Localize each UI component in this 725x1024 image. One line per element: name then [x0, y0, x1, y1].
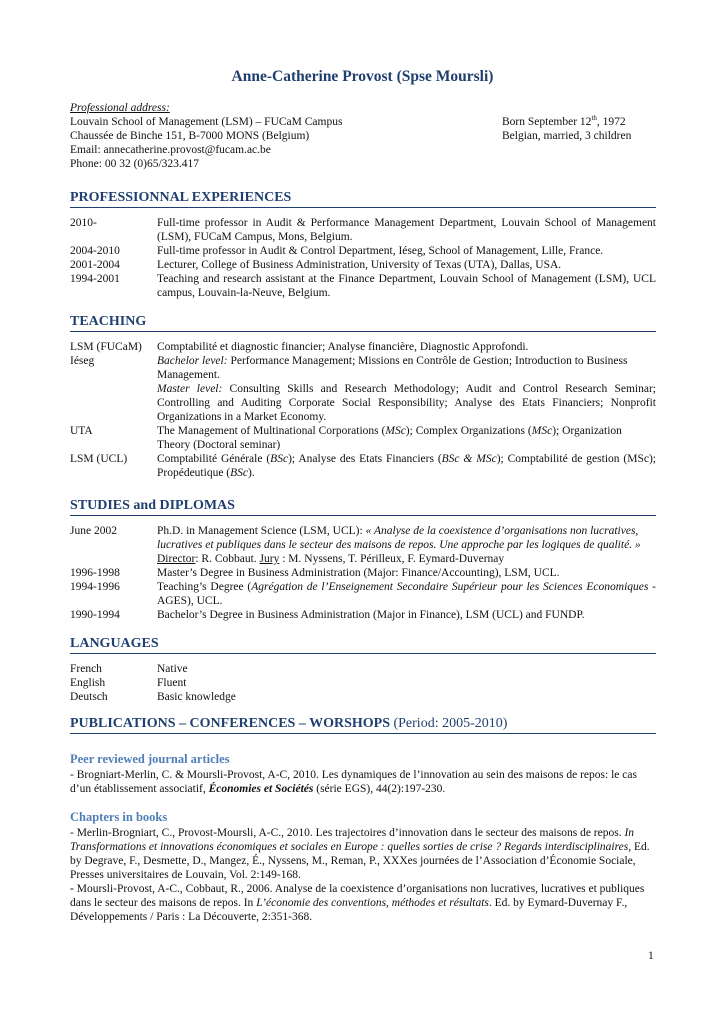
experience-item: 2004-2010 Full-time professor in Audit & Control Department, Iéseg, School of Management, Lille, France.	[70, 245, 604, 257]
language-item: English Fluent	[70, 677, 187, 689]
professional-address	[70, 101, 342, 171]
teaching-list	[70, 340, 656, 480]
study-item-bachelor: 1990-1994 Bachelor’s Degree in Business Administration (Major in Finance), LSM (UCL) and FUNDP.	[70, 609, 585, 621]
page-title: Anne-Catherine Provost (Spse Moursli)	[231, 68, 494, 85]
section-heading-publications: PUBLICATIONS – CONFERENCES – WORSHOPS (Period: 2005-2010)	[70, 716, 656, 734]
subheading-journal-articles: Peer reviewed journal articles	[70, 752, 230, 766]
languages-list	[70, 662, 656, 704]
personal-info	[502, 115, 631, 143]
language-item: Deutsch Basic knowledge	[70, 691, 236, 703]
address-phone: Phone: 00 32 (0)65/323.417	[70, 158, 200, 170]
experience-item: 2010- Full-time professor in Audit & Performance Management Department, Louvain School of Management (LSM), FUCaM Campus, Mons, Belgium.	[70, 217, 656, 243]
address-label: Professional address:	[70, 102, 170, 114]
section-heading-experience: PROFESSIONNAL EXPERIENCES	[70, 190, 656, 208]
experience-list	[70, 216, 656, 300]
teaching-item-ieseg: Iéseg Bachelor level: Performance Management; Missions en Contrôle de Gestion; Introduction to Business Management. Master level: Consulting Skills and Research Methodology; Audit and Control Research Seminar; Controlling and Auditing Corporate Social Responsibility; Analyse des Etats Financiers; Nonprofit Organizations in a Market Economy.	[70, 355, 656, 423]
teaching-item-lsm-fucam: LSM (FUCaM) Comptabilité et diagnostic financier; Analyse financière, Diagnostic Approfondi.	[70, 341, 529, 353]
subheading-book-chapters: Chapters in books	[70, 810, 168, 824]
birth-date: Born September 12th, 1972	[502, 114, 626, 128]
section-heading-teaching: TEACHING	[70, 314, 656, 332]
language-item: French Native	[70, 663, 188, 675]
journal-article: - Brogniart-Merlin, C. & Moursli-Provost, A-C, 2010. Les dynamiques de l’innovation au sein des maisons de repos: le cas d’un établissement associatif, Économies et Sociétés (série EGS), 44(2):197-230.	[70, 769, 637, 795]
experience-item: 1994-2001 Teaching and research assistant at the Finance Department, Louvain School of Management (LSM), UCL campus, Louvain-la-Neuve, Belgium.	[70, 273, 656, 299]
section-heading-languages: LANGUAGES	[70, 636, 656, 654]
page-number: 1	[648, 950, 654, 962]
study-item-masters: 1996-1998 Master’s Degree in Business Administration (Major: Finance/Accounting), LSM, UCL.	[70, 567, 560, 579]
experience-item: 2001-2004 Lecturer, College of Business Administration, University of Texas (UTA), Dallas, USA.	[70, 259, 562, 271]
section-heading-studies: STUDIES and DIPLOMAS	[70, 498, 656, 516]
study-item-phd: June 2002 Ph.D. in Management Science (LSM, UCL): « Analyse de la coexistence d’organisations non lucratives, lucratives et publiques dans le secteur des maisons de repos. Une approche par les logiques de qualité. » Director: R. Cobbaut. Jury : M. Nyssens, T. Périlleux, F. Eymard-Duvernay	[70, 525, 641, 565]
family-status: Belgian, married, 3 children	[502, 130, 632, 142]
studies-list	[70, 524, 656, 622]
study-item-teaching-degree: 1994-1996 Teaching’s Degree (Agrégation de l’Enseignement Secondaire Supérieur pour les Sciences Economiques - AGES), UCL.	[70, 581, 656, 607]
teaching-item-lsm-ucl: LSM (UCL) Comptabilité Générale (BSc); Analyse des Etats Financiers (BSc & MSc); Comptabilité de gestion (MSc); Propédeutique (BSc).	[70, 453, 656, 479]
address-line-1: Louvain School of Management (LSM) – FUCaM Campus	[70, 116, 343, 128]
book-chapter-1: - Merlin-Brogniart, C., Provost-Moursli, A-C., 2010. Les trajectoires d’innovation dans le secteur des maisons de repos. In Transformations et innovations économiques et sociales en Europe : quelles sorties de crise ? Regards interdisciplinaires, Ed. by Degrave, F., Desmette, D., Mangez, É., Nyssens, M., Reman, P., XXXes journées de l’Association d’Économie Sociale, Presses universitaires de Louvain, Vol. 2:149-168.	[70, 827, 650, 881]
address-email: Email: annecatherine.provost@fucam.ac.be	[70, 144, 271, 156]
book-chapter-2: - Moursli-Provost, A-C., Cobbaut, R., 2006. Analyse de la coexistence d’organisations non lucratives, lucratives et publiques dans le secteur des maisons de repos. In L’économie des conventions, méthodes et résultats. Ed. by Eymard-Duvernay F., Développements / Paris : La Découverte, 2:351-368.	[70, 883, 645, 923]
teaching-item-uta: UTA The Management of Multinational Corporations (MSc); Complex Organizations (MSc); Organization Theory (Doctoral seminar)	[70, 425, 622, 451]
address-line-2: Chaussée de Binche 151, B-7000 MONS (Belgium)	[70, 130, 310, 142]
